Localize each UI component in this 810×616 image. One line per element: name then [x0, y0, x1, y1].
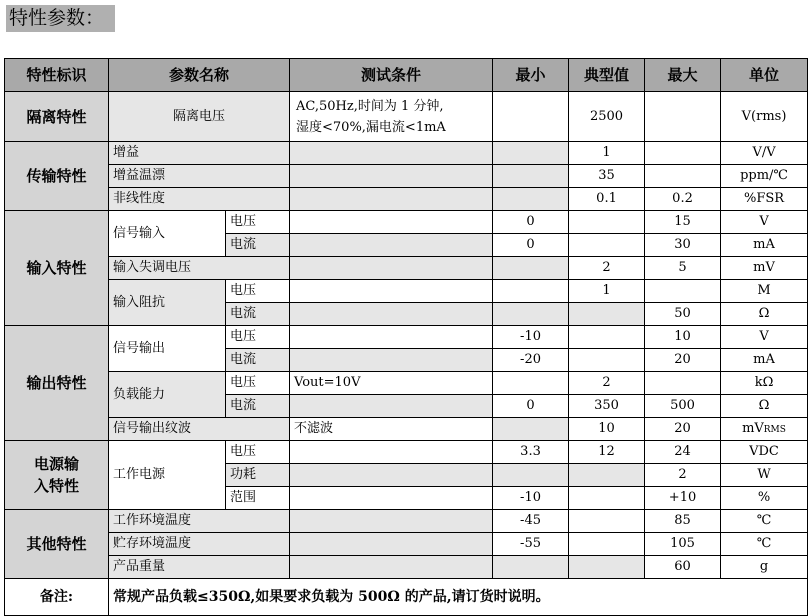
- table-row: [5, 441, 808, 464]
- category-output: 输出特性: [5, 326, 109, 441]
- sub-param: 电压: [226, 326, 290, 349]
- min-cell: 0: [493, 234, 569, 257]
- condition-cell: [290, 303, 493, 326]
- param-output-ripple: 信号输出纹波: [109, 418, 290, 441]
- condition-isolation: [290, 92, 493, 142]
- sub-param: 电压: [226, 441, 290, 464]
- param-load-capacity: 负载能力: [109, 372, 226, 418]
- typ-cell: 1: [569, 280, 645, 303]
- condition-cell: [290, 487, 493, 510]
- category-isolation: 隔离特性: [5, 92, 109, 142]
- param-input-offset: 输入失调电压: [109, 257, 290, 280]
- note-row: [5, 579, 808, 616]
- typ-cell: 12: [569, 441, 645, 464]
- table-row: [5, 188, 808, 211]
- param-signal-input: 信号输入: [109, 211, 226, 257]
- header-min: 最小: [493, 59, 569, 92]
- max-cell: 5: [645, 257, 721, 280]
- param-input-impedance: 输入阻抗: [109, 280, 226, 326]
- unit-cell: V/V: [721, 142, 808, 165]
- max-cell: 24: [645, 441, 721, 464]
- unit-cell: ℃: [721, 533, 808, 556]
- unit-main: mV: [742, 420, 764, 436]
- condition-cell: [290, 326, 493, 349]
- header-max: 最大: [645, 59, 721, 92]
- param-nonlinearity: 非线性度: [109, 188, 290, 211]
- header-category: 特性标识: [5, 59, 109, 92]
- param-working-power: 工作电源: [109, 441, 226, 510]
- max-cell: 15: [645, 211, 721, 234]
- unit-cell: mV: [721, 257, 808, 280]
- condition-cell: [290, 510, 493, 533]
- condition-cell: [290, 533, 493, 556]
- typ-cell: 35: [569, 165, 645, 188]
- typ-cell: 0.1: [569, 188, 645, 211]
- unit-cell: %FSR: [721, 188, 808, 211]
- unit-cell: mA: [721, 234, 808, 257]
- sub-param: 电压: [226, 211, 290, 234]
- condition-cell: [290, 165, 493, 188]
- typ-cell: [569, 349, 645, 372]
- param-gain-drift: 增益温漂: [109, 165, 290, 188]
- param-gain: 增益: [109, 142, 290, 165]
- table-row: [5, 257, 808, 280]
- min-cell: [493, 188, 569, 211]
- header-row: [5, 59, 808, 92]
- max-cell: 10: [645, 326, 721, 349]
- max-cell: [645, 165, 721, 188]
- max-cell: 500: [645, 395, 721, 418]
- condition-cell: 不滤波: [290, 418, 493, 441]
- min-cell: -45: [493, 510, 569, 533]
- param-isolation-voltage: 隔离电压: [109, 92, 290, 142]
- condition-cell: [290, 211, 493, 234]
- max-cell: 20: [645, 418, 721, 441]
- header-typ: 典型值: [569, 59, 645, 92]
- note-label: 备注:: [5, 579, 109, 616]
- condition-cell: [290, 188, 493, 211]
- table-row: [5, 326, 808, 349]
- category-line: 电源输: [33, 455, 79, 473]
- max-cell: 30: [645, 234, 721, 257]
- min-cell: [493, 92, 569, 142]
- min-cell: -55: [493, 533, 569, 556]
- table-row: [5, 372, 808, 395]
- max-cell: [645, 142, 721, 165]
- sub-param: 电压: [226, 280, 290, 303]
- unit-cell: W: [721, 464, 808, 487]
- condition-cell: [290, 556, 493, 579]
- max-cell: 60: [645, 556, 721, 579]
- unit-cell: mA: [721, 349, 808, 372]
- min-cell: 0: [493, 211, 569, 234]
- unit-cell: [721, 418, 808, 441]
- typ-cell: 2: [569, 257, 645, 280]
- max-cell: 105: [645, 533, 721, 556]
- condition-cell: [290, 257, 493, 280]
- min-cell: [493, 165, 569, 188]
- header-condition: 测试条件: [290, 59, 493, 92]
- min-cell: 3.3: [493, 441, 569, 464]
- min-cell: [493, 257, 569, 280]
- table-row: [5, 418, 808, 441]
- category-input: 输入特性: [5, 211, 109, 326]
- condition-cell: Vout=10V: [290, 372, 493, 395]
- typ-cell: [569, 533, 645, 556]
- typ-cell: 2500: [569, 92, 645, 142]
- max-cell: 20: [645, 349, 721, 372]
- max-cell: 85: [645, 510, 721, 533]
- table-row: [5, 142, 808, 165]
- unit-cell: VDC: [721, 441, 808, 464]
- table-row: [5, 211, 808, 234]
- condition-cell: [290, 234, 493, 257]
- typ-cell: 1: [569, 142, 645, 165]
- typ-cell: [569, 487, 645, 510]
- category-line: 入特性: [33, 477, 79, 495]
- max-cell: [645, 280, 721, 303]
- typ-cell: [569, 211, 645, 234]
- min-cell: -20: [493, 349, 569, 372]
- unit-cell: ℃: [721, 510, 808, 533]
- note-text: 常规产品负载≤350Ω,如果要求负载为 500Ω 的产品,请订货时说明。: [109, 579, 808, 616]
- condition-cell: [290, 441, 493, 464]
- category-other: 其他特性: [5, 510, 109, 579]
- condition-line: 湿度<70%,漏电流<1mA: [296, 119, 446, 135]
- table-row: [5, 510, 808, 533]
- condition-cell: [290, 349, 493, 372]
- param-weight: 产品重量: [109, 556, 290, 579]
- param-storage-temp: 贮存环境温度: [109, 533, 290, 556]
- sub-param: 电流: [226, 234, 290, 257]
- param-signal-output: 信号输出: [109, 326, 226, 372]
- unit-subscript: RMS: [763, 424, 786, 435]
- table-row: [5, 533, 808, 556]
- sub-param: 电流: [226, 349, 290, 372]
- typ-cell: [569, 303, 645, 326]
- unit-cell: V(rms): [721, 92, 808, 142]
- param-operating-temp: 工作环境温度: [109, 510, 290, 533]
- min-cell: [493, 303, 569, 326]
- min-cell: [493, 372, 569, 395]
- min-cell: [493, 280, 569, 303]
- header-param: 参数名称: [109, 59, 290, 92]
- spec-table: [4, 58, 808, 616]
- sub-param: 电流: [226, 395, 290, 418]
- condition-line: AC,50Hz,时间为 1 分钟,: [296, 98, 444, 114]
- max-cell: 50: [645, 303, 721, 326]
- table-row: [5, 556, 808, 579]
- condition-cell: [290, 142, 493, 165]
- sub-param: 电压: [226, 372, 290, 395]
- max-cell: 2: [645, 464, 721, 487]
- typ-cell: [569, 556, 645, 579]
- sub-param: 电流: [226, 303, 290, 326]
- condition-cell: [290, 280, 493, 303]
- category-transfer: 传输特性: [5, 142, 109, 211]
- min-cell: 0: [493, 395, 569, 418]
- min-cell: [493, 556, 569, 579]
- typ-cell: [569, 326, 645, 349]
- min-cell: [493, 142, 569, 165]
- sub-param: 范围: [226, 487, 290, 510]
- unit-cell: %: [721, 487, 808, 510]
- max-cell: [645, 372, 721, 395]
- section-heading: 特性参数：: [6, 5, 115, 32]
- unit-cell: kΩ: [721, 372, 808, 395]
- unit-cell: Ω: [721, 303, 808, 326]
- typ-cell: 350: [569, 395, 645, 418]
- condition-cell: [290, 464, 493, 487]
- min-cell: -10: [493, 487, 569, 510]
- typ-cell: 2: [569, 372, 645, 395]
- typ-cell: [569, 464, 645, 487]
- unit-cell: M: [721, 280, 808, 303]
- min-cell: [493, 464, 569, 487]
- table-row: [5, 165, 808, 188]
- unit-cell: V: [721, 211, 808, 234]
- sub-param: 功耗: [226, 464, 290, 487]
- min-cell: -10: [493, 326, 569, 349]
- max-cell: 0.2: [645, 188, 721, 211]
- max-cell: [645, 92, 721, 142]
- typ-cell: [569, 234, 645, 257]
- unit-cell: ppm/℃: [721, 165, 808, 188]
- header-unit: 单位: [721, 59, 808, 92]
- table-row: [5, 92, 808, 142]
- condition-cell: [290, 395, 493, 418]
- unit-cell: Ω: [721, 395, 808, 418]
- typ-cell: [569, 510, 645, 533]
- max-cell: +10: [645, 487, 721, 510]
- min-cell: [493, 418, 569, 441]
- category-power: [5, 441, 109, 510]
- unit-cell: g: [721, 556, 808, 579]
- typ-cell: 10: [569, 418, 645, 441]
- unit-cell: V: [721, 326, 808, 349]
- table-row: [5, 280, 808, 303]
